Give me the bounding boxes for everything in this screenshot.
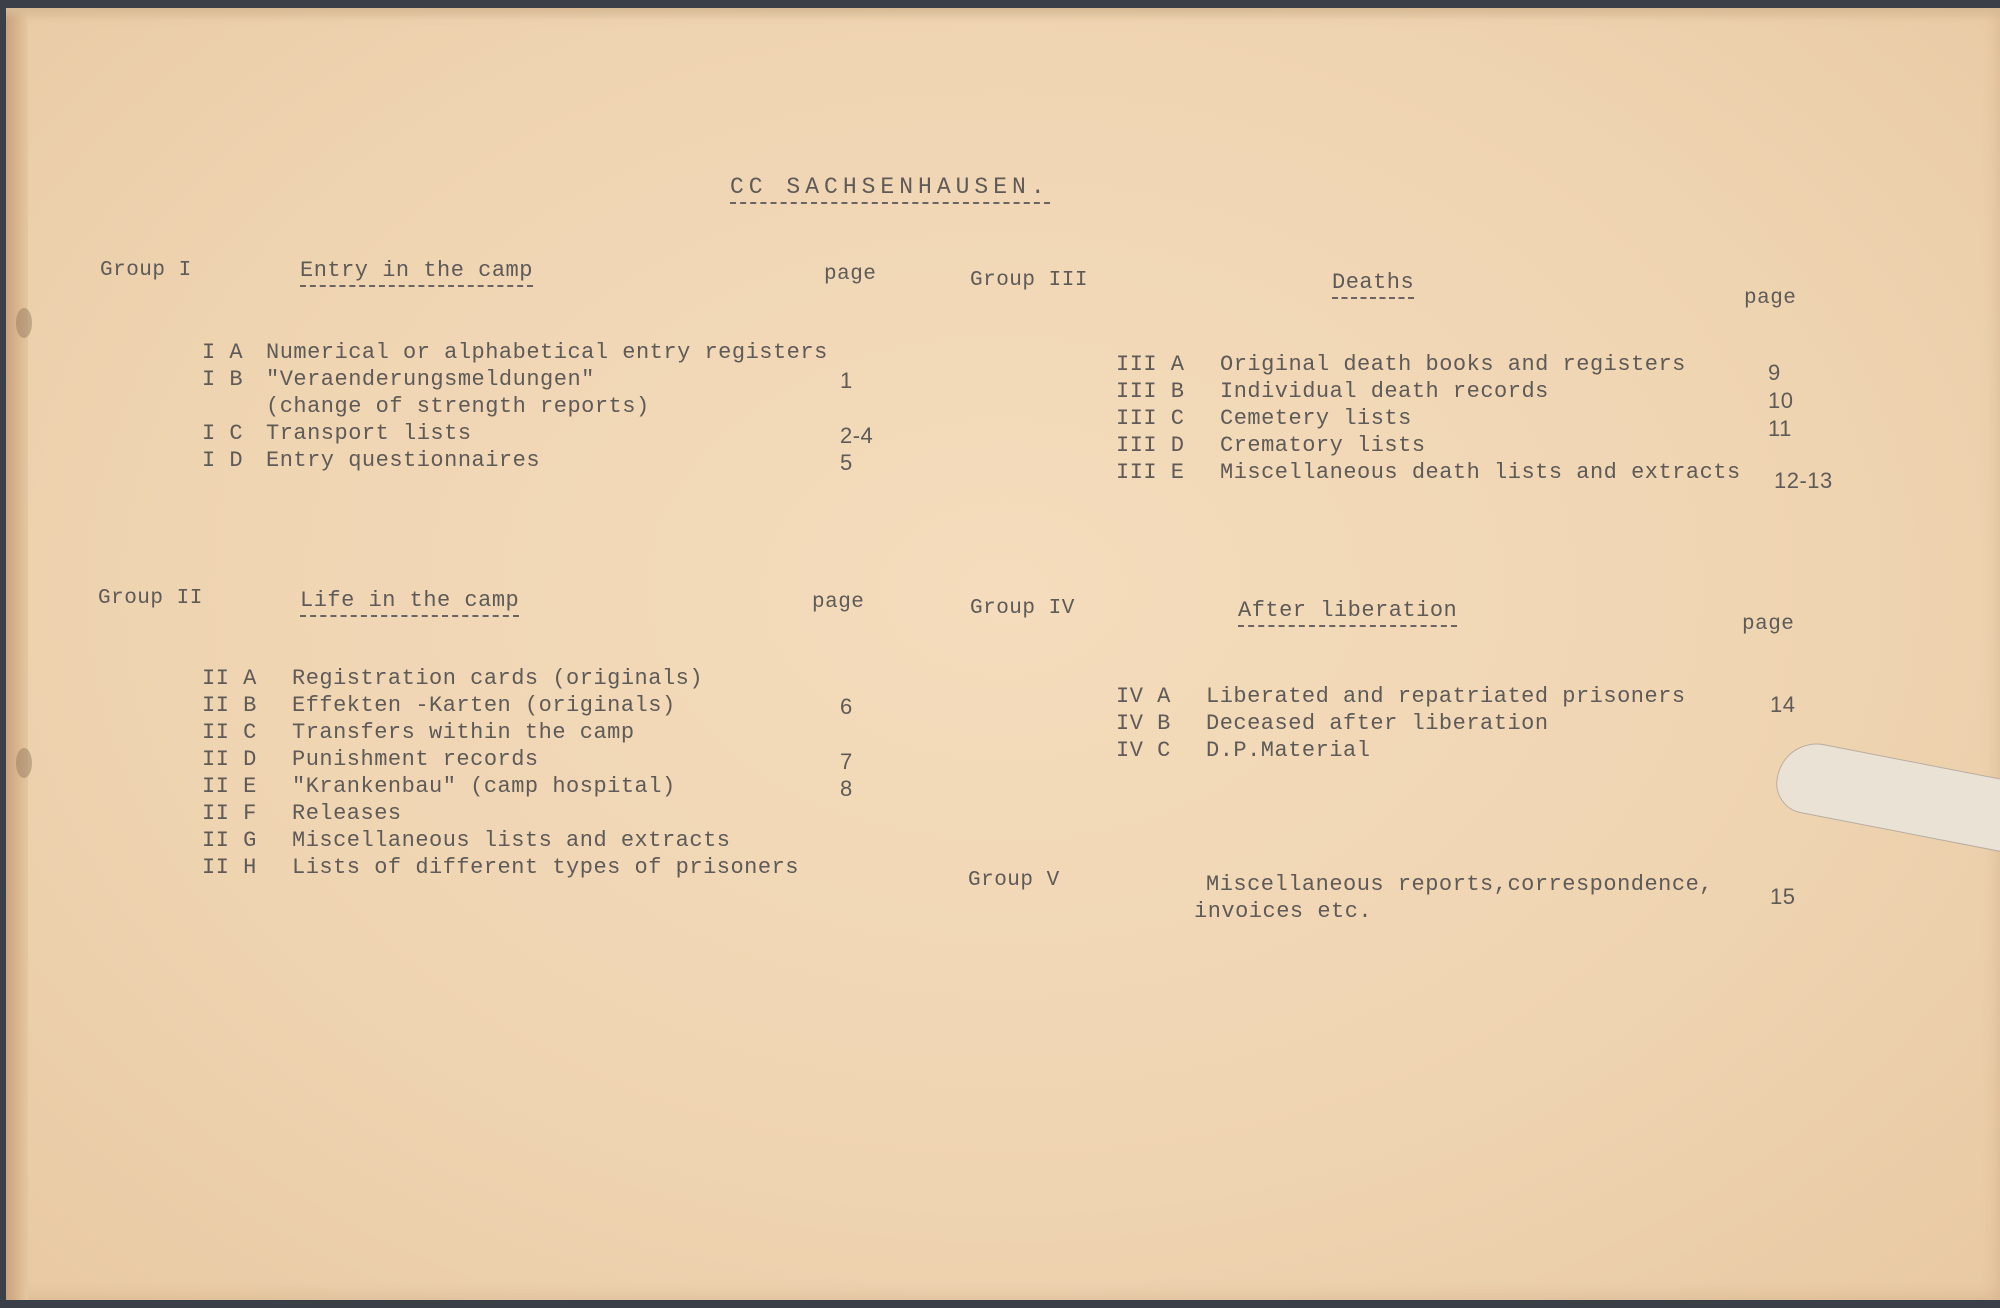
item-text: Lists of different types of prisoners (292, 855, 799, 880)
group-4-page-label: page (1742, 613, 1795, 636)
group-1-label: Group I (100, 259, 192, 282)
item-text: (change of strength reports) (266, 394, 650, 419)
item-code: II F (202, 801, 257, 826)
item-code: III D (1116, 433, 1185, 458)
item-code: I B (202, 367, 244, 392)
item-page: 14 (1770, 692, 1796, 717)
group-1-page-label: page (824, 263, 877, 286)
item-code: II C (202, 720, 257, 745)
group-4-label: Group IV (970, 597, 1075, 620)
page-title: CC SACHSENHAUSEN. (730, 176, 1050, 204)
item-code: I C (202, 421, 244, 446)
item-text: Crematory lists (1220, 433, 1426, 458)
item-text: Numerical or alphabetical entry registers (266, 340, 828, 365)
item-text: Miscellaneous lists and extracts (292, 828, 731, 853)
item-code: III A (1116, 352, 1185, 377)
document-page (6, 8, 2000, 1300)
item-page: 8 (840, 776, 853, 801)
item-page: 6 (840, 694, 853, 719)
group-3-label: Group III (970, 269, 1088, 292)
item-page: 2-4 (840, 423, 874, 448)
page-top-edge (6, 8, 2000, 20)
item-text: "Krankenbau" (camp hospital) (292, 774, 676, 799)
item-page: 12-13 (1774, 468, 1833, 493)
item-code: II D (202, 747, 257, 772)
group-3-heading: Deaths (1332, 272, 1414, 299)
item-text: Entry questionnaires (266, 448, 541, 473)
item-text: Deceased after liberation (1206, 711, 1549, 736)
item-text: Punishment records (292, 747, 539, 772)
item-code: II B (202, 693, 257, 718)
group-1-heading: Entry in the camp (300, 260, 533, 287)
item-code: I A (202, 340, 244, 365)
item-code: II A (202, 666, 257, 691)
item-text: Liberated and repatriated prisoners (1206, 684, 1686, 709)
item-text: Registration cards (originals) (292, 666, 704, 691)
item-code: IV B (1116, 711, 1171, 736)
item-code: II E (202, 774, 257, 799)
group-5-line-2: invoices etc. (1194, 899, 1373, 924)
item-text: "Veraenderungsmeldungen" (266, 367, 595, 392)
punch-hole (16, 308, 32, 338)
group-4-heading: After liberation (1238, 600, 1457, 627)
item-text: Cemetery lists (1220, 406, 1412, 431)
item-text: D.P.Material (1206, 738, 1371, 763)
item-text: Miscellaneous death lists and extracts (1220, 460, 1741, 485)
item-code: III B (1116, 379, 1185, 404)
item-code: II G (202, 828, 257, 853)
item-page: 7 (840, 749, 853, 774)
item-code: I D (202, 448, 244, 473)
item-text: Original death books and registers (1220, 352, 1686, 377)
group-2-label: Group II (98, 587, 203, 610)
item-code: III E (1116, 460, 1185, 485)
item-page: 5 (840, 450, 853, 475)
item-text: Releases (292, 801, 402, 826)
item-text: Effekten -Karten (originals) (292, 693, 676, 718)
page-binding (6, 8, 28, 1300)
group-5-line-1: Miscellaneous reports,correspondence, (1206, 872, 1713, 897)
group-2-page-label: page (812, 591, 865, 614)
punch-hole (16, 748, 32, 778)
item-code: II H (202, 855, 257, 880)
group-2-heading: Life in the camp (300, 590, 519, 617)
group-3-page-label: page (1744, 287, 1797, 310)
folder-tab (1771, 737, 2000, 858)
item-code: III C (1116, 406, 1185, 431)
item-page: 11 (1768, 416, 1792, 441)
group-5-page: 15 (1770, 884, 1796, 909)
item-text: Transfers within the camp (292, 720, 635, 745)
item-page: 1 (840, 368, 853, 393)
item-text: Individual death records (1220, 379, 1549, 404)
item-page: 10 (1768, 388, 1794, 413)
item-text: Transport lists (266, 421, 472, 446)
item-page: 9 (1768, 360, 1781, 385)
group-5-label: Group V (968, 869, 1060, 892)
item-code: IV A (1116, 684, 1171, 709)
item-code: IV C (1116, 738, 1171, 763)
